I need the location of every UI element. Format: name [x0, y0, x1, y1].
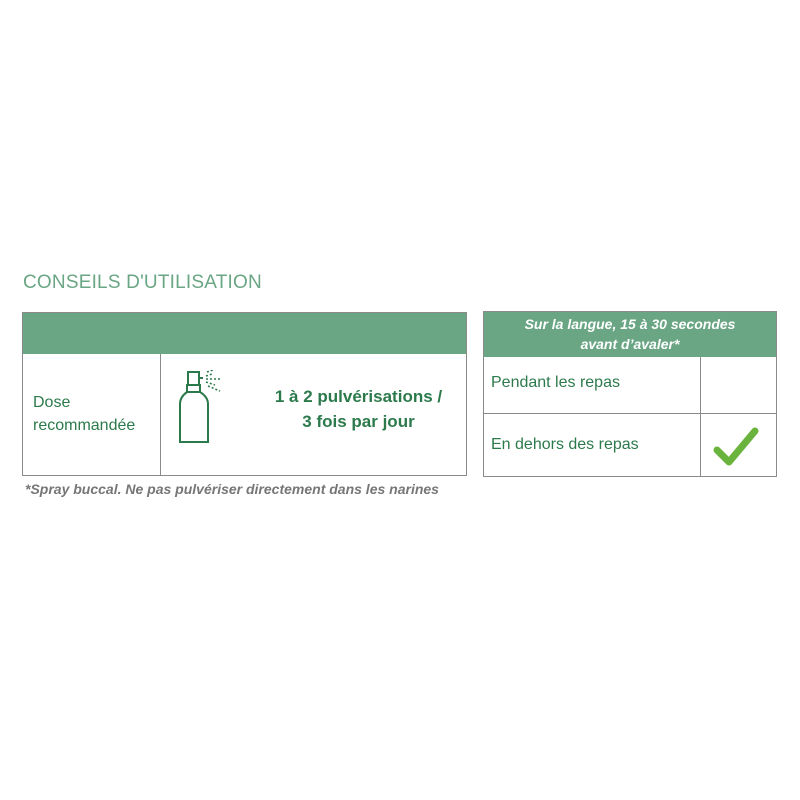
timing-header-line2: avant d’avaler*	[580, 336, 680, 352]
dosage-table	[22, 312, 467, 476]
footnote: *Spray buccal. Ne pas pulvériser directement dans les narines	[25, 481, 439, 497]
dose-value-line2: 3 fois par jour	[302, 412, 415, 431]
checkmark-icon	[713, 426, 759, 468]
spray-bottle-icon	[175, 370, 225, 450]
dose-value	[236, 384, 481, 434]
section-title: CONSEILS D'UTILISATION	[23, 272, 262, 293]
dose-value-line1: 1 à 2 pulvérisations /	[274, 387, 443, 406]
timing-row-label: En dehors des repas	[491, 436, 639, 453]
timing-table	[483, 311, 777, 477]
timing-row-label: Pendant les repas	[491, 374, 620, 391]
dosage-table-body	[23, 354, 466, 475]
dose-label-cell	[23, 354, 161, 475]
timing-check-cell	[700, 414, 776, 476]
dose-label: Dose recommandée	[33, 394, 136, 434]
timing-row-during-meals	[484, 357, 776, 414]
dosage-table-header	[23, 313, 466, 354]
timing-check-cell	[700, 357, 776, 413]
timing-header-line1: Sur la langue, 15 à 30 secondes	[524, 316, 736, 332]
timing-table-header	[484, 312, 776, 357]
timing-row-outside-meals	[484, 414, 776, 476]
